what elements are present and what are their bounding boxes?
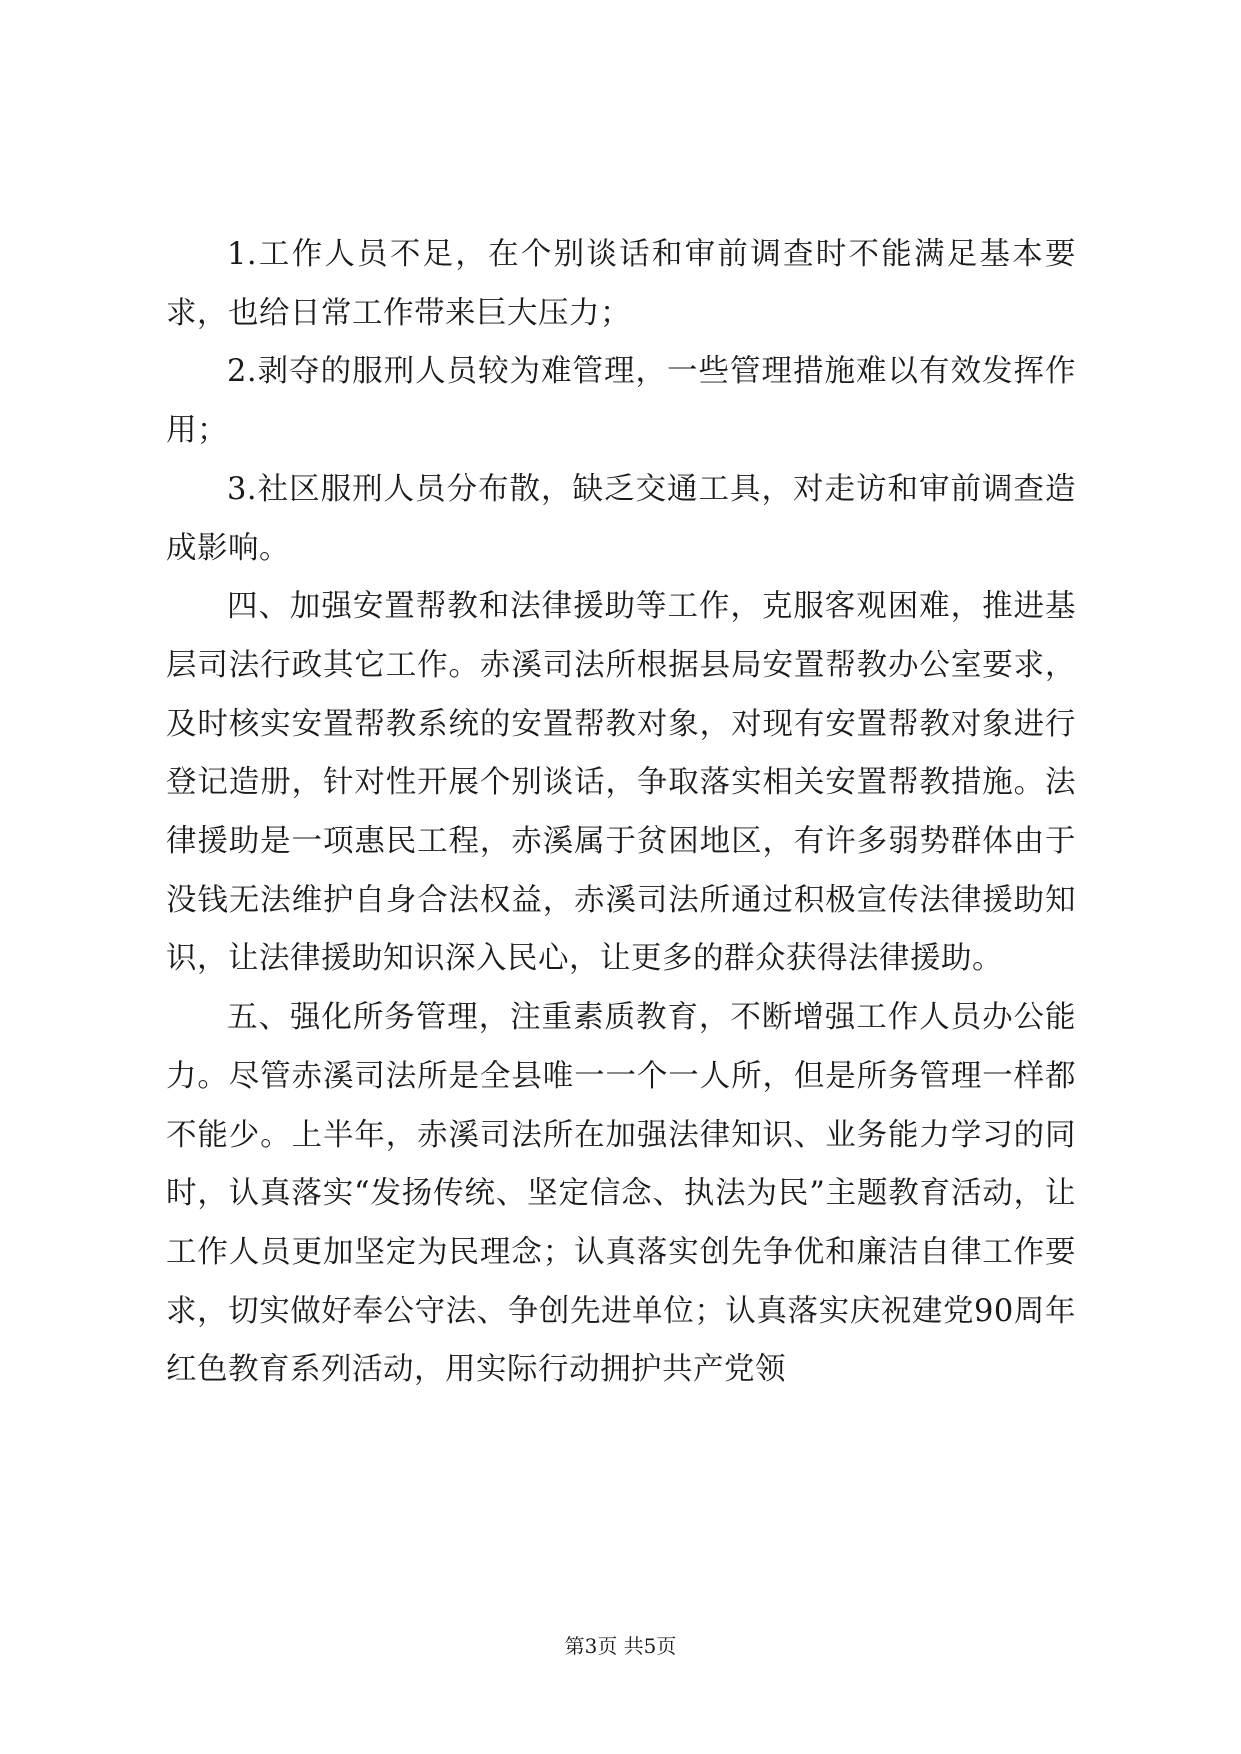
paragraph-section-four: 四、加强安置帮教和法律援助等工作，克服客观困难，推进基层司法行政其它工作。赤溪司法所根据县局安置帮教办公室要求，及时核实安置帮教系统的安置帮教对象，对现有安置帮教对象进行登记造册，针对性开展个别谈话，争取落实相关安置帮教措施。法律援助是一项惠民工程，赤溪属于贫困地区，有许多弱势群体由于没钱无法维护自身合法权益，赤溪司法所通过积极宣传法律援助知识，让法律援助知识深入民心，让更多的群众获得法律援助。 (166, 589, 1076, 977)
page-footer: 第3页 共5页 (564, 1634, 677, 1658)
paragraph-section-five: 五、强化所务管理，注重素质教育，不断增强工作人员办公能力。尽管赤溪司法所是全县唯一一个一人所，但是所务管理一样都不能少。上半年，赤溪司法所在加强法律知识、业务能力学习的同时，认真落实“发扬传统、坚定信念、执法为民”主题教育活动，让工作人员更加坚定为民理念；认真落实创先争优和廉洁自律工作要求，切实做好奉公守法、争创先进单位；认真落实庆祝建党90周年红色教育系列活动，用实际行动拥护共产党领 (166, 1000, 1076, 1388)
document-body (166, 226, 1076, 1400)
paragraph-item-1: 1.工作人员不足，在个别谈话和审前调查时不能满足基本要求，也给日常工作带来巨大压力； (166, 237, 1076, 331)
paragraph-item-3: 3.社区服刑人员分布散，缺乏交通工具，对走访和审前调查造成影响。 (166, 471, 1076, 566)
paragraph-item-2: 2.剥夺的服刑人员较为难管理，一些管理措施难以有效发挥作用； (166, 354, 1076, 449)
